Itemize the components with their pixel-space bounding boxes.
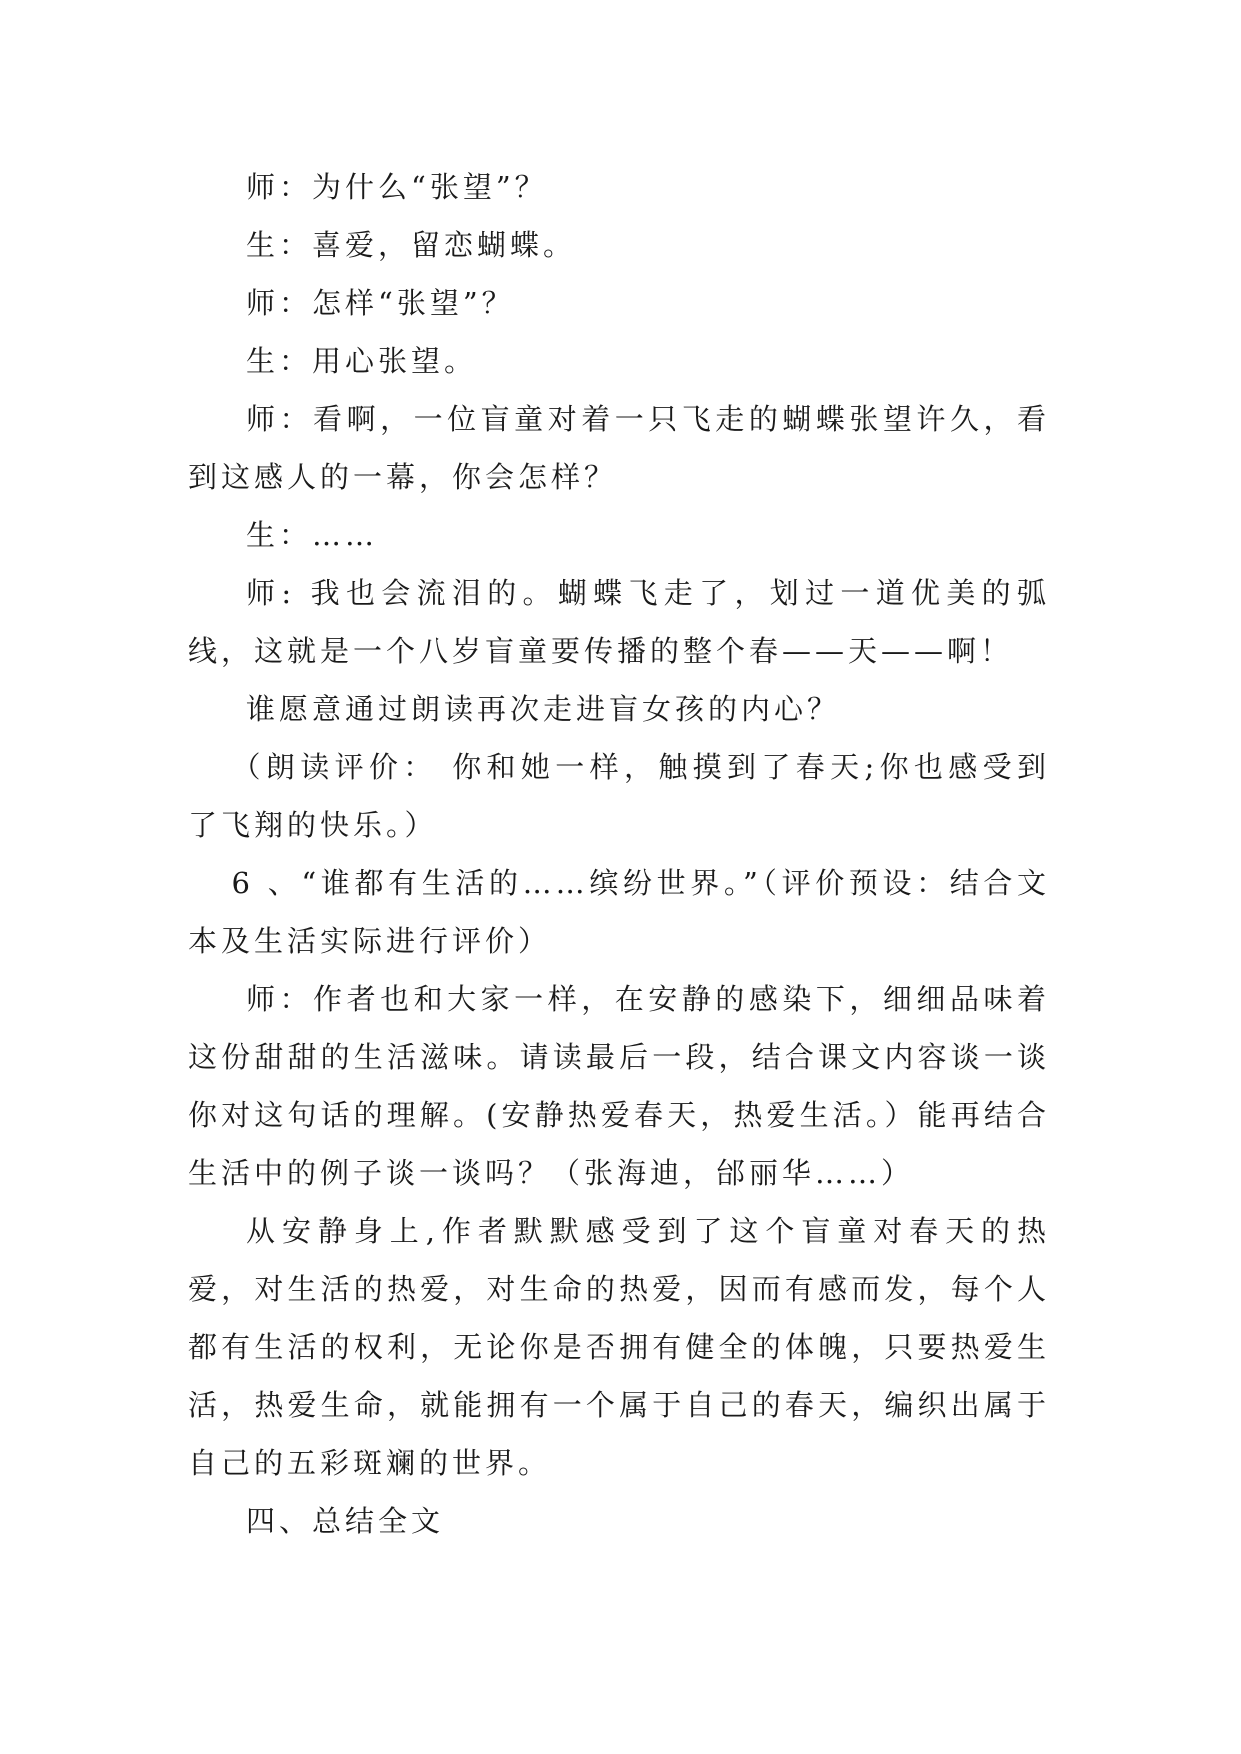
- dialogue-paragraph: 师：为什么“张望”？: [246, 170, 548, 204]
- dialogue-paragraph: 生：……: [246, 518, 379, 552]
- dialogue-paragraph: 师: 我也会流泪的。蝴蝶飞走了，划过一道优美的弧线，这就是一个八岁盲童要传播的整个春——天——啊！: [188, 576, 1050, 668]
- dialogue-paragraph: 师：怎样“张望”？: [246, 286, 515, 320]
- dialogue-paragraph: 生：喜爱，留恋蝴蝶。: [246, 228, 577, 262]
- section-heading: 四、总结全文: [246, 1504, 445, 1538]
- body-paragraph: 谁愿意通过朗读再次走进盲女孩的内心？: [246, 692, 841, 726]
- dialogue-paragraph: 生：用心张望。: [246, 344, 478, 378]
- dialogue-paragraph: 师：作者也和大家一样，在安静的感染下，细细品味着这份甜甜的生活滋味。请读最后一段，结合课文内容谈一谈你对这句话的理解。(安静热爱春天，热爱生活。）能再结合生活中的例子谈一谈吗？（张海迪，邰丽华……）: [188, 982, 1050, 1190]
- numbered-item: 6 、“谁都有生活的……缤纷世界。”（评价预设：结合文本及生活实际进行评价）: [188, 866, 1050, 958]
- dialogue-paragraph: 师：看啊，一位盲童对着一只飞走的蝴蝶张望许久，看到这感人的一幕，你会怎样？: [188, 402, 1050, 494]
- document-body: [188, 158, 1050, 1550]
- evaluation-note: （朗读评价： 你和她一样，触摸到了春天;你也感受到了飞翔的快乐。）: [188, 750, 1050, 842]
- body-paragraph: 从安静身上,作者默默感受到了这个盲童对春天的热爱，对生活的热爱，对生命的热爱，因而有感而发，每个人都有生活的权利，无论你是否拥有健全的体魄，只要热爱生活，热爱生命，就能拥有一个属于自己的春天，编织出属于自己的五彩斑斓的世界。: [188, 1214, 1050, 1480]
